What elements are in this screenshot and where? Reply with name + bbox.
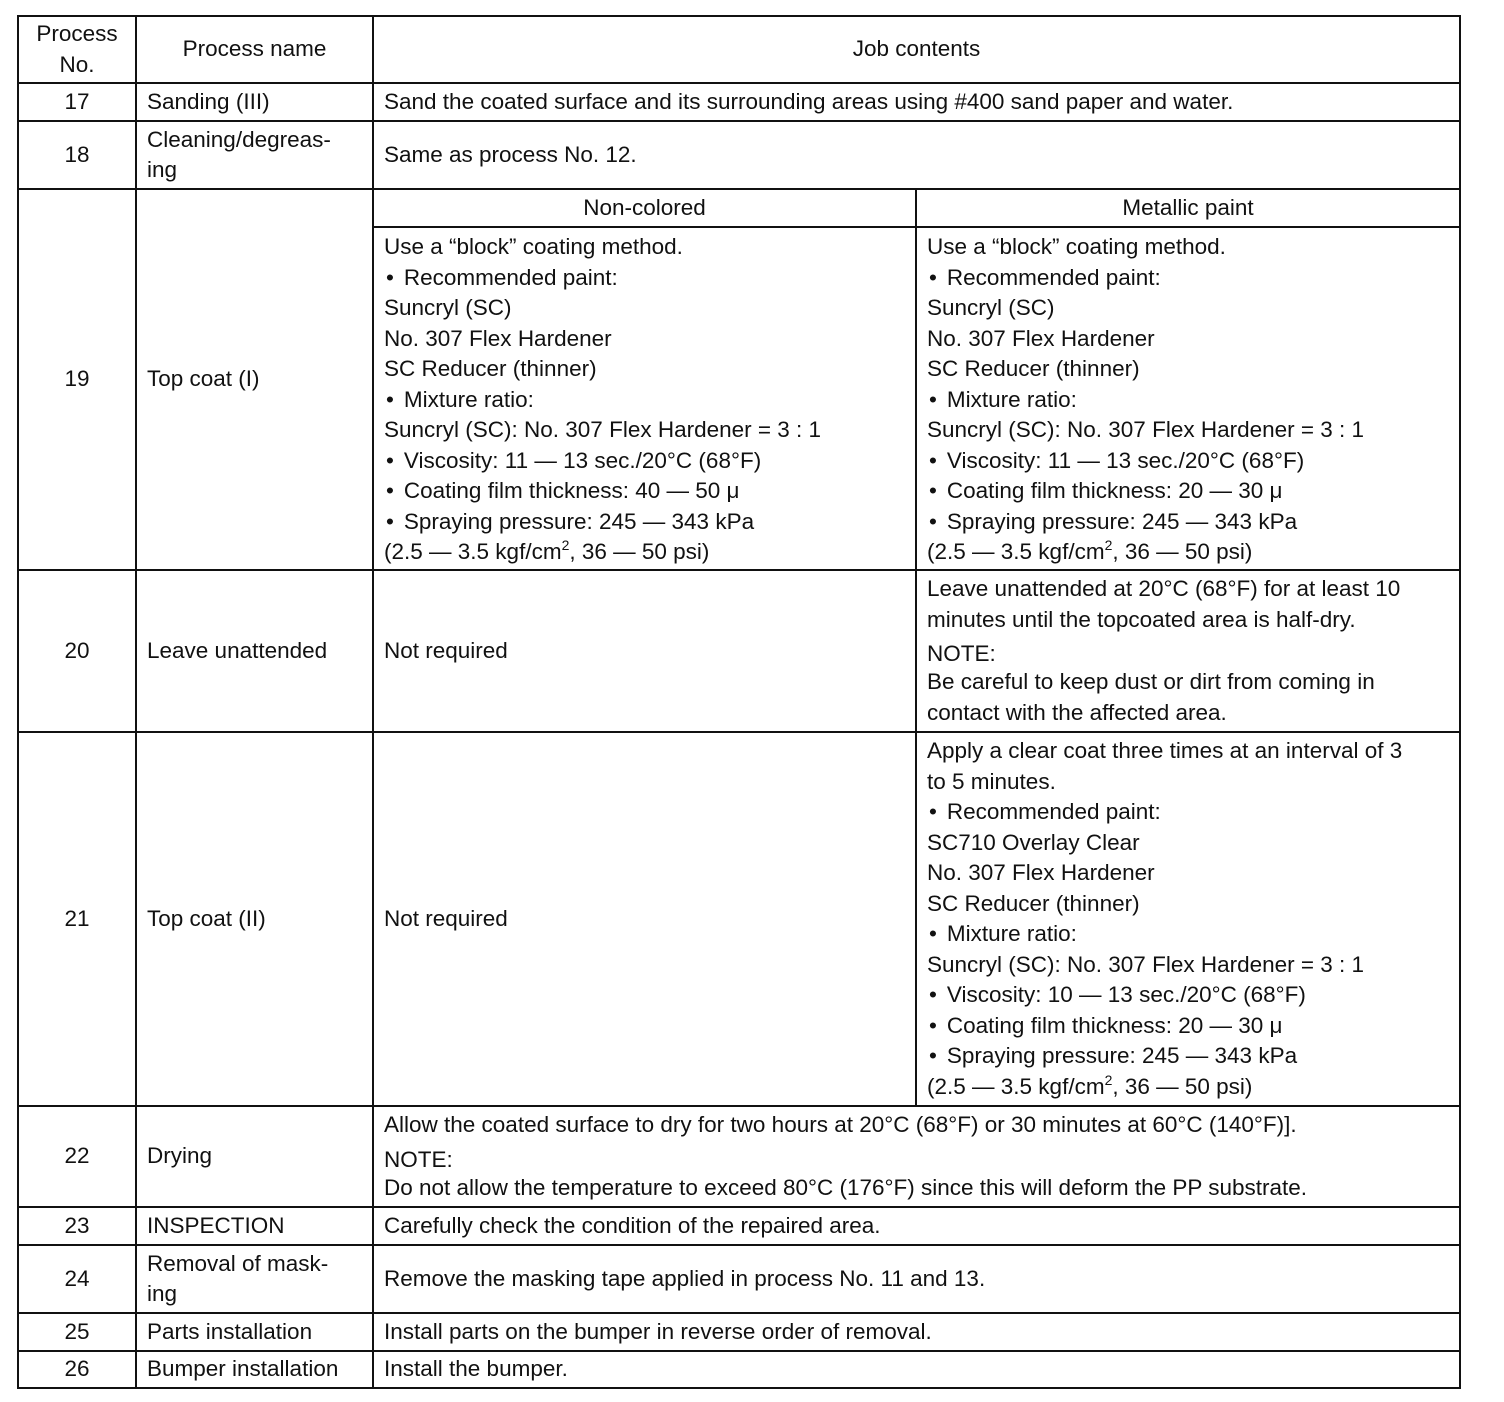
job-line: Use a “block” coating method. bbox=[384, 234, 683, 260]
job-line: No. 307 Flex Hardener bbox=[927, 325, 1155, 351]
job-contents: Install the bumper. bbox=[373, 1351, 1460, 1388]
process-number: 20 bbox=[18, 570, 136, 732]
job-contents: Sand the coated surface and its surrounding areas using #400 sand paper and water. bbox=[373, 83, 1460, 121]
process-number: 19 bbox=[18, 189, 136, 570]
process-name: Parts installation bbox=[136, 1313, 373, 1351]
process-number: 21 bbox=[18, 732, 136, 1106]
job-contents-non-colored bbox=[373, 227, 916, 570]
process-name-line: ing bbox=[147, 1281, 178, 1306]
job-line: Suncryl (SC): No. 307 Flex Hardener = 3 : 1 bbox=[927, 951, 1365, 977]
table-row bbox=[18, 1207, 1460, 1245]
job-line-part: , 36 — 50 psi) bbox=[1112, 539, 1253, 565]
table-row bbox=[18, 121, 1460, 189]
header-process-name: Process name bbox=[136, 16, 373, 83]
job-line: Apply a clear coat three times at an interval of 3 bbox=[927, 738, 1403, 763]
note-label: NOTE: bbox=[384, 1146, 453, 1172]
process-name: Leave unattended bbox=[136, 570, 373, 732]
job-contents: Carefully check the condition of the repaired area. bbox=[373, 1207, 1460, 1245]
header-process-no-line1: Process bbox=[36, 21, 118, 46]
process-number: 24 bbox=[18, 1245, 136, 1313]
process-number: 22 bbox=[18, 1106, 136, 1207]
subheader-non-colored: Non-colored bbox=[373, 189, 916, 227]
process-number: 26 bbox=[18, 1351, 136, 1388]
job-bullet-line: • Mixture ratio: bbox=[927, 385, 1449, 416]
header-job-contents: Job contents bbox=[373, 16, 1460, 83]
superscript: 2 bbox=[1104, 537, 1113, 554]
process-name: INSPECTION bbox=[136, 1207, 373, 1245]
job-line: Suncryl (SC): No. 307 Flex Hardener = 3 : 1 bbox=[384, 417, 822, 443]
job-bullet-line: • Coating film thickness: 20 — 30 μ bbox=[927, 476, 1449, 507]
header-process-no-line2: No. bbox=[59, 51, 95, 77]
table-header-row bbox=[18, 16, 1460, 83]
job-line-part: , 36 — 50 psi) bbox=[569, 539, 710, 565]
job-bullet-line: • Coating film thickness: 20 — 30 μ bbox=[927, 1011, 1449, 1042]
note-label: NOTE: bbox=[927, 641, 996, 666]
job-line bbox=[927, 537, 1449, 568]
process-number: 23 bbox=[18, 1207, 136, 1245]
process-name bbox=[136, 1245, 373, 1313]
job-line-part: (2.5 — 3.5 kgf/cm bbox=[927, 539, 1105, 565]
job-contents-metallic bbox=[916, 570, 1460, 732]
header-process-no bbox=[18, 16, 136, 83]
job-bullet-line: • Spraying pressure: 245 — 343 kPa bbox=[927, 507, 1449, 538]
table-row bbox=[18, 189, 1460, 227]
job-line-part: (2.5 — 3.5 kgf/cm bbox=[384, 539, 562, 565]
job-line: Allow the coated surface to dry for two hours at 20°C (68°F) or 30 minutes at 60°C (140°F)]. bbox=[384, 1112, 1297, 1137]
job-line bbox=[384, 537, 905, 568]
job-bullet-line: • Viscosity: 11 — 13 sec./20°C (68°F) bbox=[927, 446, 1449, 477]
job-line bbox=[927, 1072, 1449, 1103]
job-bullet-line: • Coating film thickness: 40 — 50 μ bbox=[384, 476, 905, 507]
job-line: SC Reducer (thinner) bbox=[927, 356, 1140, 382]
process-number: 17 bbox=[18, 83, 136, 121]
job-line: SC710 Overlay Clear bbox=[927, 829, 1140, 855]
job-line-part: (2.5 — 3.5 kgf/cm bbox=[927, 1073, 1105, 1099]
job-line: No. 307 Flex Hardener bbox=[927, 860, 1155, 885]
job-contents-non-colored: Not required bbox=[373, 570, 916, 732]
job-line: Suncryl (SC): No. 307 Flex Hardener = 3 : 1 bbox=[927, 417, 1365, 443]
job-line: Leave unattended at 20°C (68°F) for at least 10 bbox=[927, 576, 1401, 601]
process-table bbox=[17, 15, 1461, 1389]
table-row bbox=[18, 570, 1460, 732]
job-line: SC Reducer (thinner) bbox=[927, 890, 1140, 916]
table-row bbox=[18, 732, 1460, 1106]
job-line: Be careful to keep dust or dirt from coming in bbox=[927, 669, 1375, 694]
job-contents: Same as process No. 12. bbox=[373, 121, 1460, 189]
job-contents-metallic bbox=[916, 227, 1460, 570]
job-bullet-line: • Viscosity: 11 — 13 sec./20°C (68°F) bbox=[384, 446, 905, 477]
job-bullet-line: • Recommended paint: bbox=[384, 263, 905, 294]
table-row bbox=[18, 1351, 1460, 1388]
process-name-line: Cleaning/degreas- bbox=[147, 126, 331, 152]
job-line: Do not allow the temperature to exceed 80°C (176°F) since this will deform the PP substrate. bbox=[384, 1174, 1308, 1200]
process-number: 25 bbox=[18, 1313, 136, 1351]
superscript: 2 bbox=[1104, 1071, 1113, 1088]
process-number: 18 bbox=[18, 121, 136, 189]
job-line: SC Reducer (thinner) bbox=[384, 356, 597, 382]
job-bullet-line: • Viscosity: 10 — 13 sec./20°C (68°F) bbox=[927, 980, 1449, 1011]
subheader-metallic-paint: Metallic paint bbox=[916, 189, 1460, 227]
process-name: Top coat (I) bbox=[136, 189, 373, 570]
process-name-line: ing bbox=[147, 157, 178, 182]
table-row bbox=[18, 1313, 1460, 1351]
process-name-line: Removal of mask- bbox=[147, 1250, 329, 1276]
job-contents: Install parts on the bumper in reverse order of removal. bbox=[373, 1313, 1460, 1351]
job-line: Suncryl (SC) bbox=[384, 295, 512, 321]
table-row bbox=[18, 1106, 1460, 1207]
job-line: contact with the affected area. bbox=[927, 699, 1227, 725]
job-line: Suncryl (SC) bbox=[927, 295, 1055, 321]
process-name: Drying bbox=[136, 1106, 373, 1207]
job-line: Use a “block” coating method. bbox=[927, 234, 1226, 260]
job-bullet-line: • Recommended paint: bbox=[927, 797, 1449, 828]
superscript: 2 bbox=[561, 537, 570, 554]
process-name: Bumper installation bbox=[136, 1351, 373, 1388]
job-line: minutes until the topcoated area is half-dry. bbox=[927, 606, 1356, 632]
process-name: Top coat (II) bbox=[136, 732, 373, 1106]
process-name: Sanding (III) bbox=[136, 83, 373, 121]
job-contents-metallic bbox=[916, 732, 1460, 1106]
table-row bbox=[18, 83, 1460, 121]
job-bullet-line: • Spraying pressure: 245 — 343 kPa bbox=[384, 507, 905, 538]
job-bullet-line: • Mixture ratio: bbox=[384, 385, 905, 416]
process-name bbox=[136, 121, 373, 189]
job-bullet-line: • Recommended paint: bbox=[927, 263, 1449, 294]
job-contents: Remove the masking tape applied in process No. 11 and 13. bbox=[373, 1245, 1460, 1313]
job-line-part: , 36 — 50 psi) bbox=[1112, 1073, 1253, 1099]
table-row bbox=[18, 1245, 1460, 1313]
job-bullet-line: • Spraying pressure: 245 — 343 kPa bbox=[927, 1041, 1449, 1072]
job-contents bbox=[373, 1106, 1460, 1207]
job-contents-non-colored: Not required bbox=[373, 732, 916, 1106]
job-line: to 5 minutes. bbox=[927, 768, 1056, 794]
job-line: No. 307 Flex Hardener bbox=[384, 325, 612, 351]
job-bullet-line: • Mixture ratio: bbox=[927, 919, 1449, 950]
